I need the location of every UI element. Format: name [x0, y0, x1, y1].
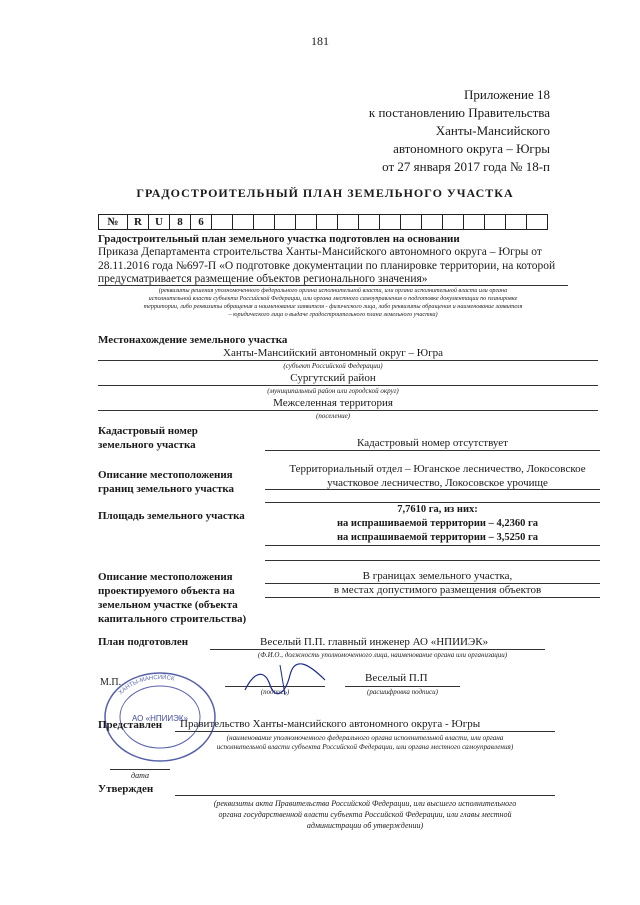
area-value-3: на испрашиваемой территории – 3,5250 га: [337, 532, 538, 543]
plan-number-cell: 8: [170, 215, 191, 230]
prepared-name: Веселый П.П: [365, 672, 428, 684]
basis-label: Градостроительный план земельного участка подготовлен на основании: [98, 233, 460, 245]
area-underline-2: [265, 560, 600, 561]
boundaries-value-2: участковое лесничество, Локосовское урочище: [327, 477, 548, 489]
plan-number-cell: [233, 215, 254, 230]
boundaries-label-1: Описание местоположения: [98, 469, 233, 481]
basis-underline: [98, 285, 568, 286]
basis-text-3: предусматривается размещение объектов регионального значения»: [98, 273, 428, 285]
district-caption: (муниципальный район или городской округ): [267, 387, 399, 395]
plan-number-cell: [275, 215, 296, 230]
prepared-label: План подготовлен: [98, 636, 189, 648]
boundaries-underline: [265, 489, 600, 490]
plan-number-cell: R: [128, 215, 149, 230]
object-underline: [265, 583, 600, 584]
plan-number-cell: [359, 215, 380, 230]
appendix-line-1: Приложение 18: [463, 87, 550, 102]
plan-number-cell: [506, 215, 527, 230]
appendix-line-3: Ханты-Мансийского: [435, 123, 550, 138]
signature-mark: [240, 660, 330, 700]
plan-number-cell: [254, 215, 275, 230]
approved-underline: [175, 795, 555, 796]
plan-number-table: [98, 214, 548, 230]
object-label-3: земельном участке (объекта: [98, 599, 238, 611]
date-underline: [110, 769, 170, 770]
approved-label: Утвержден: [98, 783, 154, 795]
approved-caption: [165, 798, 565, 831]
presented-value: Правительство Ханты-мансийского автономного округа - Югры: [180, 718, 481, 730]
area-value-2: на испрашиваемой территории – 4,2360 га: [337, 518, 538, 529]
location-subject: Ханты-Мансийский автономный округ – Югра: [223, 347, 443, 359]
presented-underline: [175, 731, 555, 732]
area-value-1: 7,7610 га, из них:: [397, 504, 478, 515]
plan-number-cell: [317, 215, 338, 230]
plan-number-cell: [380, 215, 401, 230]
object-label-1: Описание местоположения: [98, 571, 233, 583]
object-label-4: капитального строительства): [98, 613, 247, 625]
area-value: [265, 503, 610, 545]
prepared-value: Веселый П.П. главный инженер АО «НПИИЭК»: [260, 636, 489, 648]
basis-caption-2: исполнительной власти субъекта Российской Федерации, или органа местного самоуправления о подготовке документации по планировке: [148, 295, 518, 302]
appendix-line-2: к постановлению Правительства: [368, 105, 550, 120]
boundaries-value: [265, 462, 610, 490]
plan-number-cell: [212, 215, 233, 230]
plan-number-cell: №: [99, 215, 128, 230]
object-value-1: В границах земельного участка,: [362, 570, 513, 582]
presented-label: Представлен: [98, 719, 163, 731]
boundaries-label-2: границ земельного участка: [98, 483, 235, 495]
cadastral-value: Кадастровый номер отсутствует: [357, 437, 508, 449]
area-underline: [265, 545, 600, 546]
plan-number-cell: 6: [191, 215, 212, 230]
page-number: 181: [311, 34, 329, 48]
subject-underline: [98, 360, 598, 361]
plan-number-cell: [296, 215, 317, 230]
plan-number-cell: [464, 215, 485, 230]
signature-caption: (подпись): [260, 688, 290, 696]
presented-caption: [165, 734, 565, 752]
mp-label: М.П.: [100, 677, 122, 688]
prepared-caption: (Ф.И.О., должность уполномоченного лица, наименование органа или организации): [257, 651, 508, 659]
cadastral-label: [98, 424, 268, 452]
area-label: Площадь земельного участка: [98, 510, 245, 522]
settlement-caption: (поселение): [315, 412, 351, 420]
object-underline-2: [265, 597, 600, 598]
approved-caption-3: администрации об утверждении): [306, 821, 424, 830]
plan-number-cell: [443, 215, 464, 230]
name-underline: [345, 686, 460, 687]
appendix-line-5: от 27 января 2017 года № 18-п: [382, 159, 550, 174]
plan-number-cell: U: [149, 215, 170, 230]
approved-caption-1: (реквизиты акта Правительства Российской Федерации, или высшего исполнительного: [213, 799, 517, 808]
object-label: [98, 570, 268, 626]
basis-text-1: Приказа Департамента строительства Ханты-Мансийского автономного округа – Югры от: [98, 246, 542, 258]
basis-caption-3: территории, либо реквизиты обращения и наименование заявителя - физического лица, либо реквизиты обращения и наименование заявителя: [143, 303, 523, 310]
appendix-block: [300, 86, 550, 176]
subject-caption: (субъект Российской Федерации): [283, 362, 383, 370]
document-title: ГРАДОСТРОИТЕЛЬНЫЙ ПЛАН ЗЕМЕЛЬНОГО УЧАСТКА: [136, 186, 514, 200]
stamp-center-text: АО «НПИИЭК»: [132, 714, 188, 723]
settlement-underline: [98, 410, 598, 411]
basis-text-2: 28.11.2016 года №697-П «О подготовке документации по планировке территории, на которой: [98, 260, 556, 272]
name-caption: (расшифровка подписи): [367, 688, 438, 696]
plan-number-cell: [401, 215, 422, 230]
cadastral-underline: [265, 450, 600, 451]
location-label: Местонахождение земельного участка: [98, 334, 288, 346]
basis-caption-1: (реквизиты решения уполномоченного федерального органа исполнительной власти, или органа исполнительной власти или органа: [158, 287, 508, 294]
boundaries-value-1: Территориальный отдел – Юганское лесничество, Локосовское: [289, 463, 586, 475]
cadastral-label-1: Кадастровый номер: [98, 425, 198, 437]
basis-caption: [98, 287, 568, 319]
appendix-line-4: автономного округа – Югры: [393, 141, 550, 156]
plan-number-cell: [422, 215, 443, 230]
district-underline: [98, 385, 598, 386]
plan-number-cell: [338, 215, 359, 230]
stamp-ring-text: ХАНТЫ-МАНСИЙСК: [118, 674, 175, 697]
plan-number-cell: [527, 215, 548, 230]
approved-caption-2: органа государственной власти субъекта Российской Федерации, или главы местной: [218, 810, 512, 819]
prepared-underline: [210, 649, 545, 650]
object-value-2: в местах допустимого размещения объектов: [333, 584, 542, 596]
boundaries-label: [98, 468, 268, 496]
plan-number-row: [99, 215, 548, 230]
basis-caption-4: – юридического лица о выдаче градостроительного плана земельного участка): [228, 311, 438, 318]
plan-number-cell: [485, 215, 506, 230]
presented-caption-1: (наименование уполномоченного федерального органа исполнительной власти, или органа: [226, 734, 504, 742]
location-district: Сургутский район: [290, 372, 376, 384]
cadastral-label-2: земельного участка: [98, 439, 196, 451]
object-label-2: проектируемого объекта на: [98, 585, 235, 597]
presented-caption-2: исполнительной власти субъекта Российской Федерации, или органа местного самоуправления): [216, 743, 514, 751]
location-settlement: Межселенная территория: [273, 397, 393, 409]
date-caption: дата: [131, 771, 149, 780]
